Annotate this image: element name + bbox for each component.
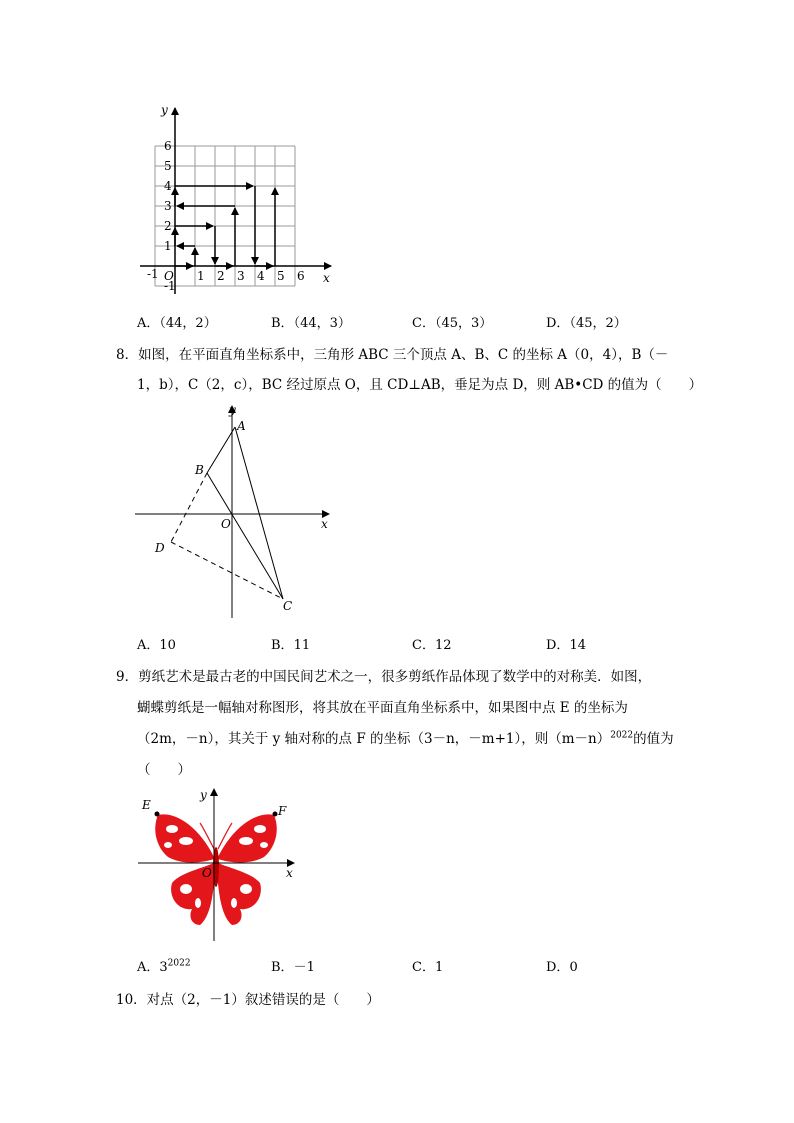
- q8-option-b[interactable]: [271, 634, 310, 653]
- q7-y-tick: -1: [164, 279, 176, 293]
- option-letter: B．: [271, 960, 294, 975]
- option-text: （44，2）: [159, 316, 217, 331]
- q9-point-e-dot: [155, 812, 160, 817]
- option-letter: C．: [412, 638, 435, 653]
- q8-dashed-lines: [171, 473, 283, 599]
- option-letter: A．: [137, 960, 160, 975]
- q7-y-tick: 5: [164, 159, 172, 173]
- option-text: 11: [293, 638, 311, 653]
- option-text: （45，3）: [434, 316, 493, 331]
- q7-option-c[interactable]: [412, 312, 492, 331]
- q8-stem-line2: 1，b），C（2，c），BC 经过原点 O，且 CD⊥AB，垂足为点 D，则 AB•CD 的值为（ ）: [137, 377, 703, 393]
- q8-triangle: [207, 427, 283, 599]
- q8-stem-line1: 8．如图，在平面直角坐标系中，三角形 ABC 三个顶点 A、B、C 的坐标 A（0，4），B（－: [116, 347, 669, 363]
- q7-x-tick: 5: [277, 269, 285, 283]
- q7-origin-label: O: [164, 269, 174, 283]
- q7-option-d[interactable]: [546, 312, 627, 331]
- q9-point-f: F: [278, 804, 287, 818]
- q7-x-label: x: [323, 271, 330, 285]
- butterfly-image: [155, 814, 277, 925]
- q9-stem-line2: 蝴蝶剪纸是一幅轴对称图形，将其放在平面直角坐标系中，如果图中点 E 的坐标为: [137, 700, 628, 716]
- q8-point-c: C: [283, 599, 293, 613]
- option-text: （44，3）: [293, 316, 351, 331]
- q8-figure: [135, 402, 335, 620]
- q10-stem-line1: 10．对点（2，－1）叙述错误的是（ ）: [116, 992, 380, 1008]
- q7-y-tick: 2: [164, 219, 172, 233]
- option-text: 14: [569, 638, 586, 653]
- q9-option-b[interactable]: [271, 956, 315, 975]
- q9-option-d[interactable]: [546, 956, 578, 975]
- q7-figure: [135, 98, 340, 298]
- q8-option-d[interactable]: [546, 634, 586, 653]
- q9-figure: [138, 785, 298, 943]
- q8-origin-label: O: [221, 517, 231, 531]
- q7-y-tick: 3: [164, 199, 172, 213]
- option-letter: B．: [271, 638, 294, 653]
- q7-x-tick: -1: [147, 267, 159, 281]
- option-text: 3: [159, 960, 168, 975]
- option-letter: A．: [137, 316, 160, 331]
- q7-option-b[interactable]: [271, 312, 351, 331]
- q7-y-tick: 1: [164, 239, 172, 253]
- q9-exponent: 2022: [610, 730, 634, 741]
- q7-x-tick: 4: [257, 269, 265, 283]
- q9-option-a[interactable]: [137, 956, 191, 975]
- q9-stem-line3: [137, 727, 674, 747]
- option-text: 1: [434, 960, 444, 975]
- q7-x-tick: 6: [297, 269, 305, 283]
- q9-stem-text: 的值为: [633, 731, 674, 747]
- q9-x-label: x: [286, 866, 293, 880]
- q8-point-d: D: [155, 541, 165, 555]
- option-text: 0: [569, 960, 578, 975]
- option-text: 12: [434, 638, 452, 653]
- q8-option-a[interactable]: [137, 634, 176, 653]
- option-letter: B．: [271, 316, 294, 331]
- q7-y-tick: 4: [164, 179, 172, 193]
- q9-point-f-dot: [273, 812, 278, 817]
- option-exponent: 2022: [167, 958, 191, 969]
- option-letter: A．: [137, 638, 160, 653]
- q9-origin-label: O: [202, 866, 212, 880]
- q7-x-tick: 3: [237, 269, 245, 283]
- option-letter: D．: [546, 638, 570, 653]
- q7-x-tick: 1: [197, 269, 205, 283]
- q8-point-a: A: [237, 419, 246, 433]
- option-letter: C．: [412, 316, 435, 331]
- option-text: －1: [293, 960, 315, 975]
- q9-stem-line1: 9．剪纸艺术是最古老的中国民间艺术之一，很多剪纸作品体现了数学中的对称美．如图，: [116, 669, 652, 685]
- q9-stem-text: （2m，－n），其关于 y 轴对称的点 F 的坐标（3－n，－m+1），则（m－n）: [137, 731, 611, 747]
- q7-y-label: y: [161, 103, 168, 117]
- q9-y-label: y: [200, 788, 207, 802]
- q9-point-e: E: [142, 798, 151, 812]
- q8-x-label: x: [321, 517, 328, 531]
- q7-grid: [155, 146, 295, 286]
- q9-option-c[interactable]: [412, 956, 443, 975]
- q9-stem-line4: （ ）: [137, 762, 191, 778]
- q7-x-tick: 2: [217, 269, 225, 283]
- q7-y-tick: 6: [164, 139, 172, 153]
- option-letter: C．: [412, 960, 435, 975]
- q7-option-a[interactable]: [137, 312, 217, 331]
- option-text: （45，2）: [569, 316, 627, 331]
- q8-option-c[interactable]: [412, 634, 452, 653]
- option-letter: D．: [546, 316, 570, 331]
- option-text: 10: [159, 638, 176, 653]
- q8-point-b: B: [195, 463, 204, 477]
- q8-y-label: y: [229, 403, 236, 417]
- option-letter: D．: [546, 960, 570, 975]
